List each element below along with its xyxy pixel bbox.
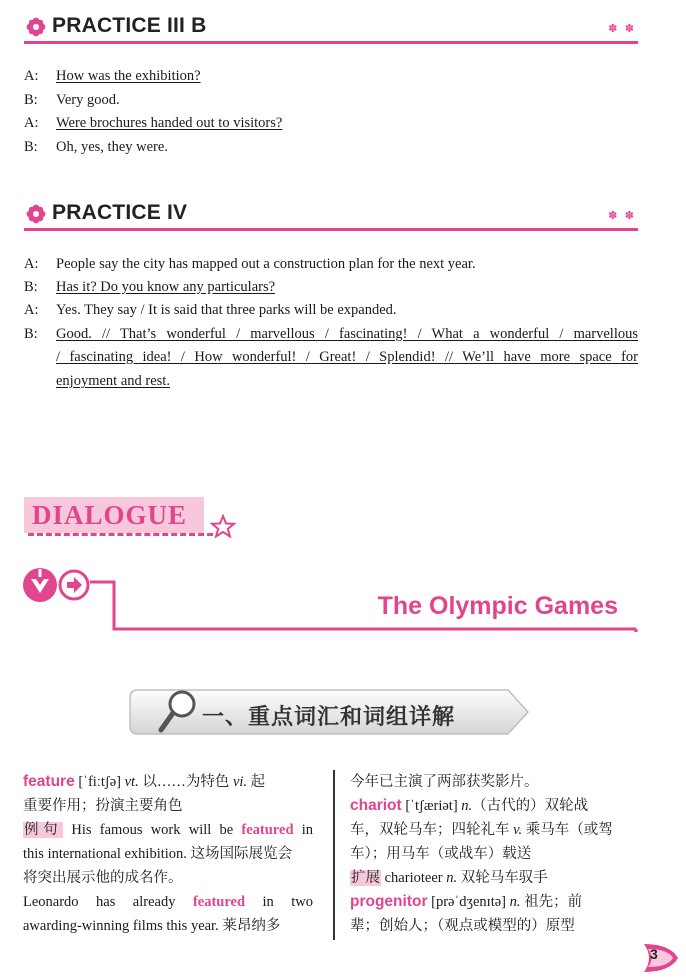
extension-tag: 扩展 <box>351 870 380 886</box>
line-text: How was the exhibition? <box>56 68 201 84</box>
star-ornament-icon: ✽ ✽ <box>608 22 636 35</box>
extension-word: charioteer <box>381 870 447 886</box>
pos-label: n. <box>461 798 473 814</box>
entry-chariot <box>350 794 638 818</box>
line-text: People say the city has mapped out a construction plan for the next year. <box>56 256 476 272</box>
column-divider <box>333 770 335 940</box>
speaker-label: A: <box>24 115 39 131</box>
pos-label: vi. <box>232 774 248 790</box>
example-line <box>23 890 313 914</box>
line-text: Good. // That’s wonderful / marvellous / fascinating! / What a wonderful / marvellous <box>56 326 638 342</box>
example-text: His famous work will be <box>63 822 242 838</box>
highlight-word: featured <box>192 894 246 910</box>
speaker-label: A: <box>24 68 39 84</box>
line-text: / fascinating idea! / How wonderful! / Great! / Splendid! // We’ll have more space for <box>56 349 638 365</box>
example-text: Leonardo has already <box>23 894 193 910</box>
page-number: 3 <box>650 946 658 962</box>
example-text: 将突出展示他的成名作。 <box>23 870 183 886</box>
star-outline-icon <box>210 514 236 538</box>
definition: 乘马车（或驾 <box>522 822 613 838</box>
entry-progenitor <box>350 890 638 914</box>
speaker-label: B: <box>24 92 38 108</box>
practice-4-header <box>24 201 638 229</box>
definition-cont <box>350 818 638 842</box>
definition: （古代的）双轮战 <box>472 798 589 814</box>
section-title: PRACTICE IV <box>52 201 188 224</box>
example-text: this international exhibition. 这场国际展览会 <box>23 846 293 862</box>
example-text: in two <box>245 894 314 910</box>
dialogue-label: DIALOGUE <box>32 500 188 530</box>
headword: feature <box>23 773 75 790</box>
vocab-banner-title: 一、重点词汇和词组详解 <box>202 705 456 730</box>
highlight-word: featured <box>241 822 294 838</box>
speaker-label: B: <box>24 326 38 342</box>
arrow-circles-icon <box>22 565 94 605</box>
section-title: PRACTICE III B <box>52 14 207 37</box>
line-text: enjoyment and rest. <box>56 373 170 389</box>
example-text: awarding-winning films this year. 莱昂纳多 <box>23 918 281 934</box>
section-rule <box>24 228 638 231</box>
definition-cont: 辈；创始人；（观点或模型的）原型 <box>350 918 575 934</box>
pos-label: n. <box>446 870 458 886</box>
flower-icon <box>26 17 46 37</box>
flower-icon <box>26 204 46 224</box>
line-text: Yes. They say / It is said that three parks will be expanded. <box>56 302 397 318</box>
example-text: in <box>293 822 314 838</box>
pos-label: v. <box>513 822 523 838</box>
practice-3b-header <box>24 14 638 42</box>
definition: 双轮马车驭手 <box>457 870 548 886</box>
speaker-label: A: <box>24 256 39 272</box>
speaker-label: B: <box>24 139 38 155</box>
headword: chariot <box>350 797 402 814</box>
definition: 车，双轮马车；四轮礼车 <box>350 822 514 838</box>
line-text: Has it? Do you know any particulars? <box>56 279 276 295</box>
speaker-label: A: <box>24 302 39 318</box>
section-rule <box>24 41 638 44</box>
entry-feature <box>23 770 313 794</box>
vocab-right-column <box>350 770 638 938</box>
pos-label: vt. <box>124 774 139 790</box>
lesson-title: The Olympic Games <box>377 592 618 620</box>
definition: 以……为特色 <box>138 774 233 790</box>
definition-cont: 重要作用；扮演主要角色 <box>23 798 183 814</box>
line-text: Very good. <box>56 92 120 108</box>
extension-line <box>350 866 638 890</box>
definition: 起 <box>247 774 266 790</box>
magnifier-icon <box>158 688 198 734</box>
definition: 祖先；前 <box>520 894 583 910</box>
pos-label: n. <box>509 894 521 910</box>
example-text: 今年已主演了两部获奖影片。 <box>350 774 539 790</box>
page-number-badge <box>640 940 680 976</box>
headword: progenitor <box>350 893 428 910</box>
vocab-left-column <box>23 770 313 938</box>
example-line <box>23 818 313 842</box>
phonetic: [ˈfiːtʃə] <box>74 774 125 790</box>
speaker-label: B: <box>24 279 38 295</box>
phonetic: [prəˈdʒenɪtə] <box>427 894 510 910</box>
definition-cont: 车）；用马车（或战车）载送 <box>350 846 532 862</box>
dashed-rule <box>28 533 213 536</box>
star-ornament-icon: ✽ ✽ <box>608 209 636 222</box>
example-tag: 例句 <box>24 822 63 838</box>
line-text: Were brochures handed out to visitors? <box>56 115 283 131</box>
line-text: Oh, yes, they were. <box>56 139 168 155</box>
phonetic: [ˈtʃæriət] <box>401 798 462 814</box>
